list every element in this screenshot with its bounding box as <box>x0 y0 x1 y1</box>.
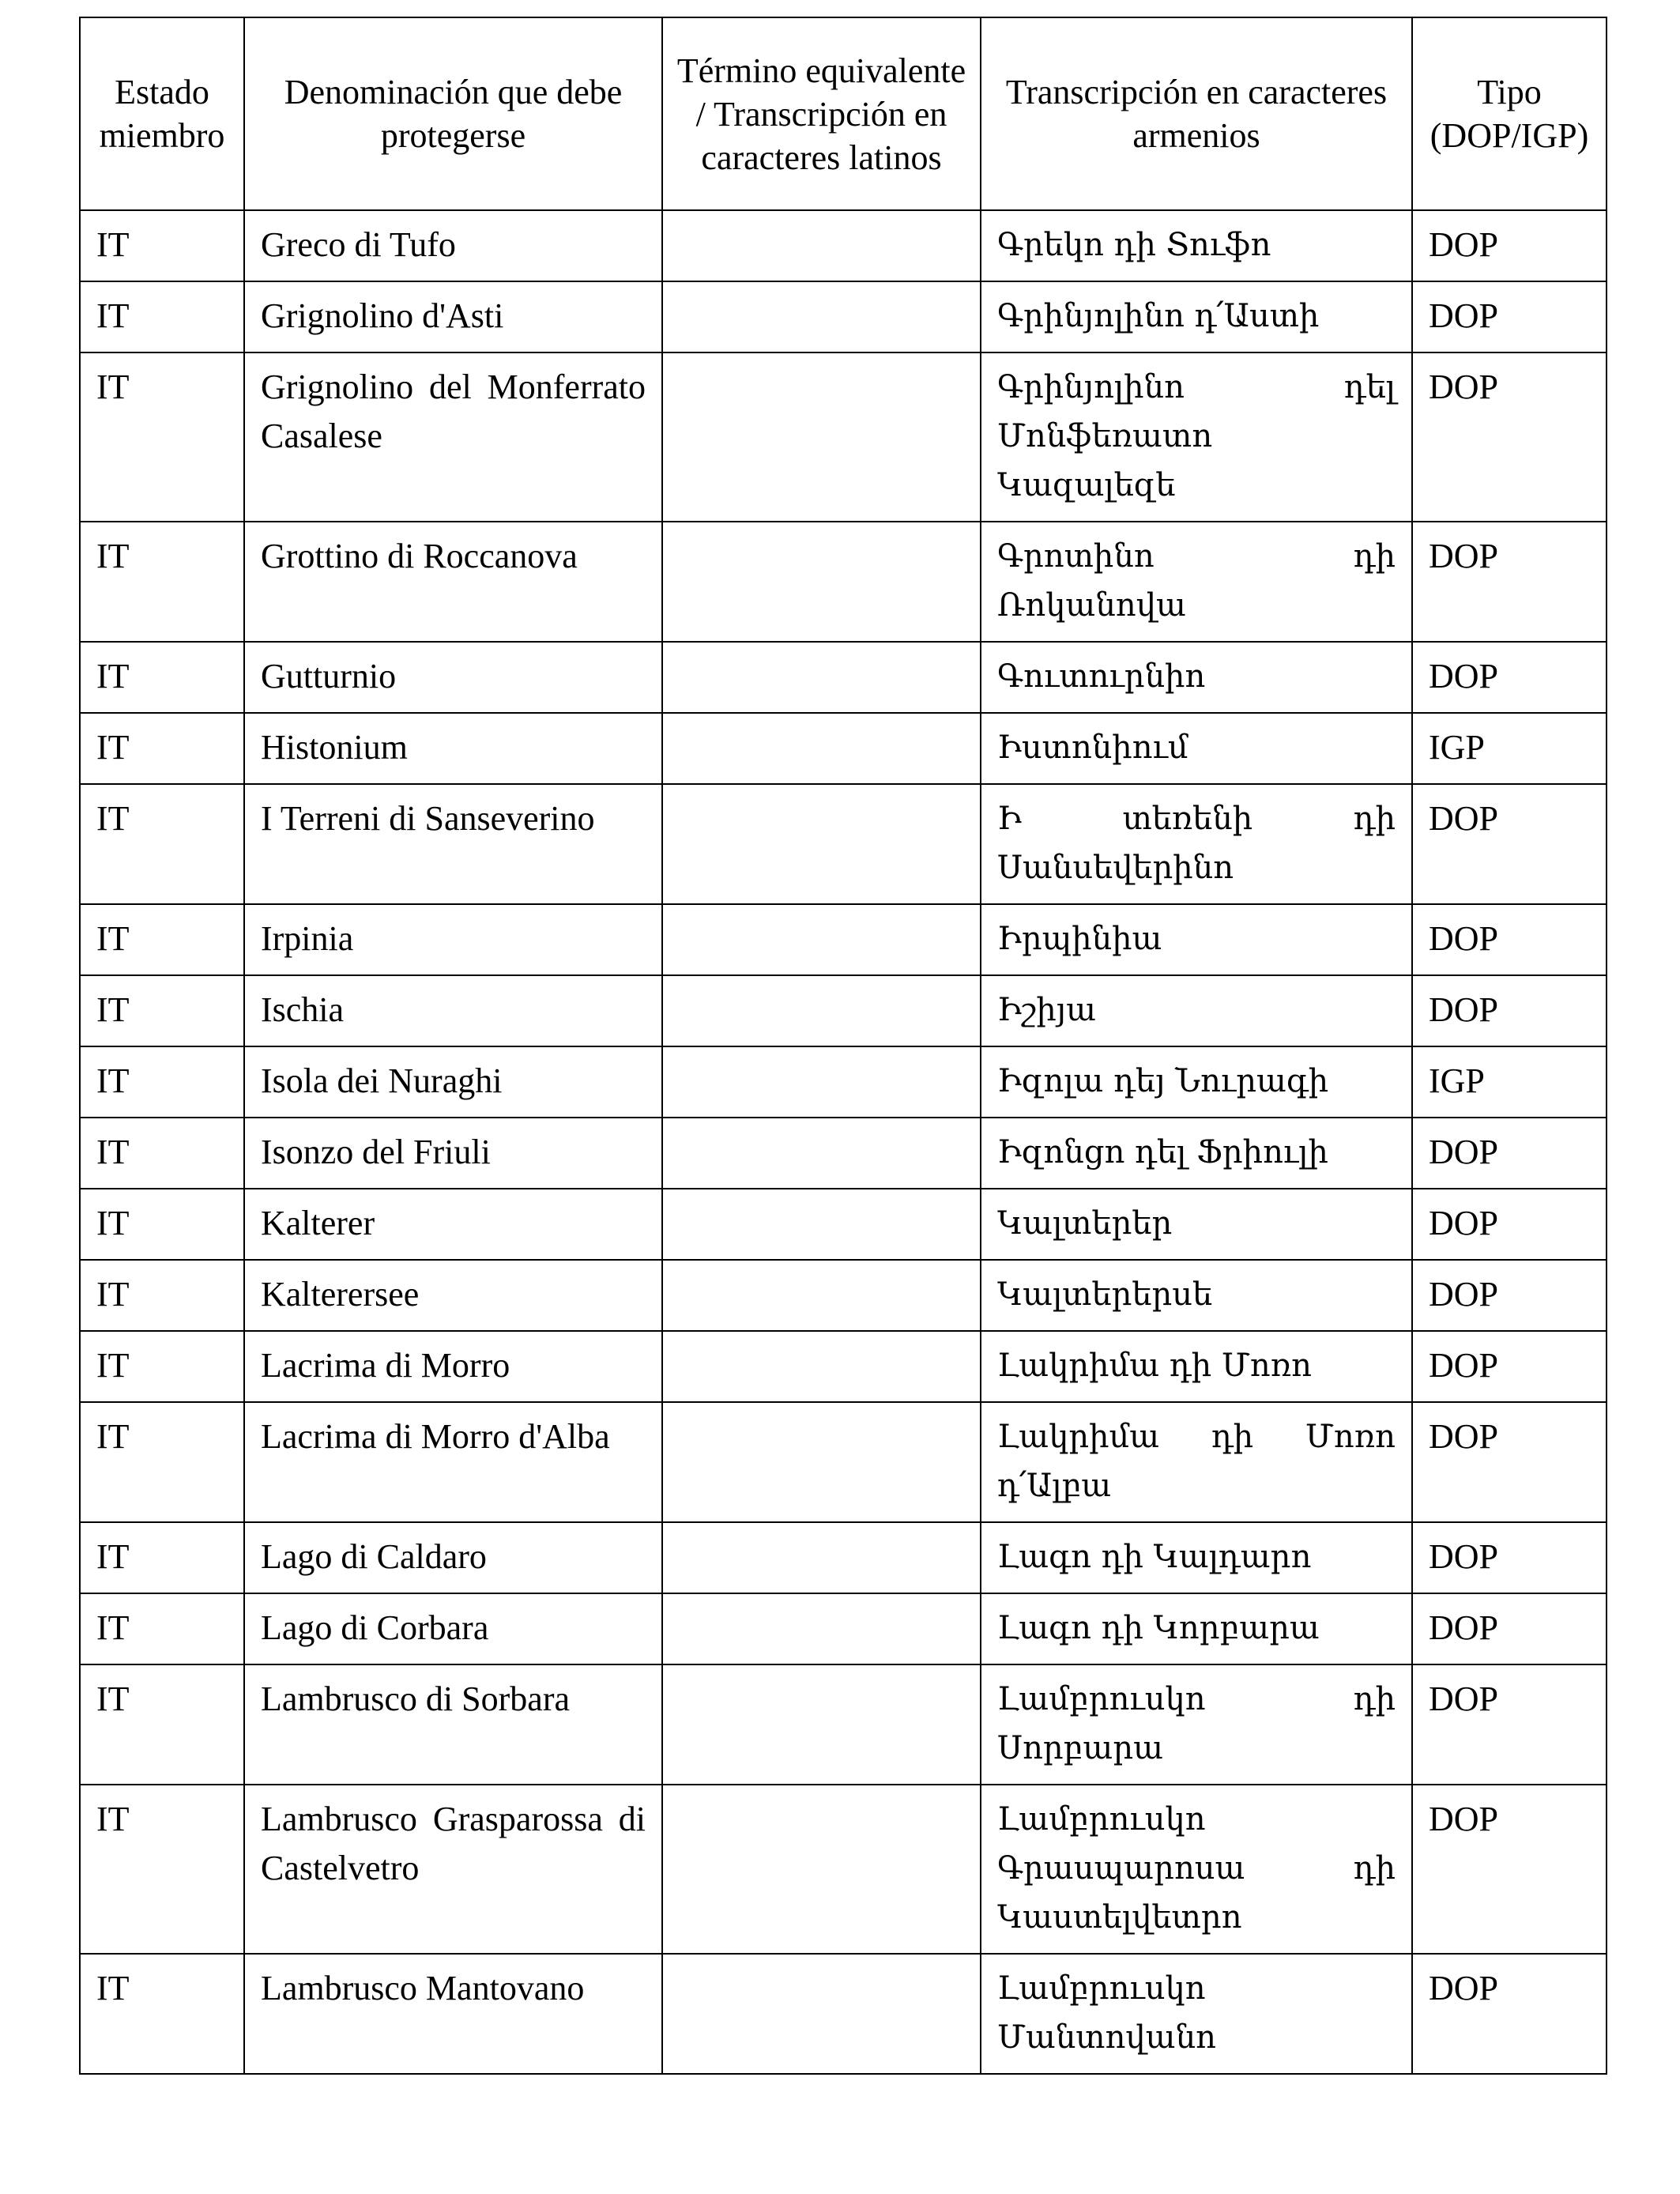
table-row <box>80 281 1607 352</box>
cell-estado: IT <box>80 1785 244 1954</box>
cell-denominacion: Lambrusco Grasparossa di Castelvetro <box>244 1785 662 1954</box>
table-row <box>80 1189 1607 1260</box>
header-equivalente: Término equivalente / Transcripción en caracteres latinos <box>662 17 981 210</box>
cell-tipo: DOP <box>1412 1331 1607 1402</box>
cell-estado: IT <box>80 1402 244 1522</box>
cell-estado: IT <box>80 210 244 281</box>
cell-tipo: DOP <box>1412 1593 1607 1664</box>
table-row <box>80 1402 1607 1522</box>
cell-denominacion: Lago di Corbara <box>244 1593 662 1664</box>
table-row <box>80 642 1607 713</box>
cell-estado: IT <box>80 1593 244 1664</box>
cell-denominacion: Lambrusco Mantovano <box>244 1954 662 2074</box>
table-row <box>80 352 1607 522</box>
table-row <box>80 1331 1607 1402</box>
cell-denominacion: Kalterersee <box>244 1260 662 1331</box>
cell-estado: IT <box>80 1260 244 1331</box>
table-row <box>80 713 1607 784</box>
cell-tipo: IGP <box>1412 713 1607 784</box>
cell-denominacion: Greco di Tufo <box>244 210 662 281</box>
cell-denominacion: Ischia <box>244 975 662 1046</box>
table-body <box>80 210 1607 2074</box>
cell-denominacion: Lago di Caldaro <box>244 1522 662 1593</box>
cell-denominacion: Isola dei Nuraghi <box>244 1046 662 1118</box>
cell-equivalente <box>662 1402 981 1522</box>
cell-equivalente <box>662 1954 981 2074</box>
cell-denominacion: Grignolino d'Asti <box>244 281 662 352</box>
cell-armenio: Իշիյա <box>981 975 1412 1046</box>
table-row <box>80 1954 1607 2074</box>
cell-equivalente <box>662 975 981 1046</box>
cell-equivalente <box>662 1046 981 1118</box>
cell-tipo: DOP <box>1412 1664 1607 1785</box>
table-row <box>80 1118 1607 1189</box>
cell-equivalente <box>662 522 981 642</box>
cell-armenio: Լագո դի Կալդարո <box>981 1522 1412 1593</box>
cell-armenio: Լամբրուսկո Մանտովանո <box>981 1954 1412 2074</box>
cell-tipo: DOP <box>1412 352 1607 522</box>
cell-tipo: DOP <box>1412 1260 1607 1331</box>
cell-denominacion: Grottino di Roccanova <box>244 522 662 642</box>
cell-armenio: Լակրիմա դի Մոռո <box>981 1331 1412 1402</box>
cell-tipo: DOP <box>1412 1402 1607 1522</box>
cell-denominacion: Irpinia <box>244 904 662 975</box>
cell-tipo: DOP <box>1412 784 1607 904</box>
cell-equivalente <box>662 1664 981 1785</box>
table-row <box>80 784 1607 904</box>
cell-armenio: Կալտերեր <box>981 1189 1412 1260</box>
cell-armenio: Գուտուրնիո <box>981 642 1412 713</box>
header-estado: Estado miembro <box>80 17 244 210</box>
cell-armenio: Գրինյոլինո դել Մոնֆեռատո Կազալեզե <box>981 352 1412 522</box>
cell-armenio: Իրպինիա <box>981 904 1412 975</box>
cell-equivalente <box>662 904 981 975</box>
cell-denominacion: Lacrima di Morro d'Alba <box>244 1402 662 1522</box>
cell-tipo: DOP <box>1412 281 1607 352</box>
gi-table <box>79 17 1607 2075</box>
cell-equivalente <box>662 1260 981 1331</box>
cell-armenio: Գրեկո դի Տուֆո <box>981 210 1412 281</box>
cell-equivalente <box>662 1785 981 1954</box>
cell-estado: IT <box>80 713 244 784</box>
cell-denominacion: Kalterer <box>244 1189 662 1260</box>
cell-equivalente <box>662 1118 981 1189</box>
cell-tipo: DOP <box>1412 904 1607 975</box>
cell-estado: IT <box>80 642 244 713</box>
cell-estado: IT <box>80 975 244 1046</box>
cell-tipo: DOP <box>1412 642 1607 713</box>
table-row <box>80 904 1607 975</box>
cell-denominacion: Gutturnio <box>244 642 662 713</box>
cell-equivalente <box>662 642 981 713</box>
table-row <box>80 1664 1607 1785</box>
cell-estado: IT <box>80 904 244 975</box>
cell-equivalente <box>662 352 981 522</box>
table-row <box>80 210 1607 281</box>
header-denominacion: Denominación que debe protegerse <box>244 17 662 210</box>
cell-equivalente <box>662 1189 981 1260</box>
cell-tipo: DOP <box>1412 1522 1607 1593</box>
cell-armenio: Կալտերերսե <box>981 1260 1412 1331</box>
cell-equivalente <box>662 713 981 784</box>
header-row <box>80 17 1607 210</box>
cell-denominacion: Lacrima di Morro <box>244 1331 662 1402</box>
cell-tipo: DOP <box>1412 975 1607 1046</box>
cell-equivalente <box>662 1331 981 1402</box>
cell-estado: IT <box>80 352 244 522</box>
table-row <box>80 1593 1607 1664</box>
cell-tipo: DOP <box>1412 1189 1607 1260</box>
cell-estado: IT <box>80 1046 244 1118</box>
cell-armenio: Լակրիմա դի Մոռո դ՛Ալբա <box>981 1402 1412 1522</box>
cell-tipo: DOP <box>1412 1954 1607 2074</box>
cell-tipo: DOP <box>1412 522 1607 642</box>
cell-armenio: Իզոլա դեյ Նուրագի <box>981 1046 1412 1118</box>
cell-armenio: Գրինյոլինո դ՛Աստի <box>981 281 1412 352</box>
table-row <box>80 1046 1607 1118</box>
cell-estado: IT <box>80 1522 244 1593</box>
cell-equivalente <box>662 281 981 352</box>
cell-tipo: DOP <box>1412 1118 1607 1189</box>
cell-armenio: Լամբրուսկո դի Սորբարա <box>981 1664 1412 1785</box>
table-row <box>80 1260 1607 1331</box>
cell-tipo: DOP <box>1412 1785 1607 1954</box>
cell-estado: IT <box>80 1954 244 2074</box>
header-armenio: Transcripción en caracteres armenios <box>981 17 1412 210</box>
cell-estado: IT <box>80 1189 244 1260</box>
table-row <box>80 975 1607 1046</box>
cell-armenio: Իստոնիում <box>981 713 1412 784</box>
cell-equivalente <box>662 1593 981 1664</box>
cell-equivalente <box>662 1522 981 1593</box>
table-row <box>80 1785 1607 1954</box>
cell-armenio: Գրոտինո դի Ռոկանովա <box>981 522 1412 642</box>
cell-armenio: Լագո դի Կորբարա <box>981 1593 1412 1664</box>
cell-estado: IT <box>80 1664 244 1785</box>
cell-tipo: DOP <box>1412 210 1607 281</box>
cell-estado: IT <box>80 784 244 904</box>
cell-armenio: Լամբրուսկո Գրասպարոսա դի Կաստելվետրո <box>981 1785 1412 1954</box>
cell-estado: IT <box>80 1331 244 1402</box>
table-row <box>80 522 1607 642</box>
cell-denominacion: Isonzo del Friuli <box>244 1118 662 1189</box>
cell-denominacion: Lambrusco di Sorbara <box>244 1664 662 1785</box>
table-row <box>80 1522 1607 1593</box>
cell-equivalente <box>662 210 981 281</box>
cell-denominacion: Histonium <box>244 713 662 784</box>
cell-estado: IT <box>80 522 244 642</box>
cell-armenio: Ի տեռենի դի Սանսեվերինո <box>981 784 1412 904</box>
cell-estado: IT <box>80 281 244 352</box>
cell-tipo: IGP <box>1412 1046 1607 1118</box>
cell-armenio: Իզոնցո դել Ֆրիուլի <box>981 1118 1412 1189</box>
header-tipo: Tipo (DOP/IGP) <box>1412 17 1607 210</box>
cell-denominacion: I Terreni di Sanseverino <box>244 784 662 904</box>
cell-equivalente <box>662 784 981 904</box>
cell-denominacion: Grignolino del Monferrato Casalese <box>244 352 662 522</box>
cell-estado: IT <box>80 1118 244 1189</box>
